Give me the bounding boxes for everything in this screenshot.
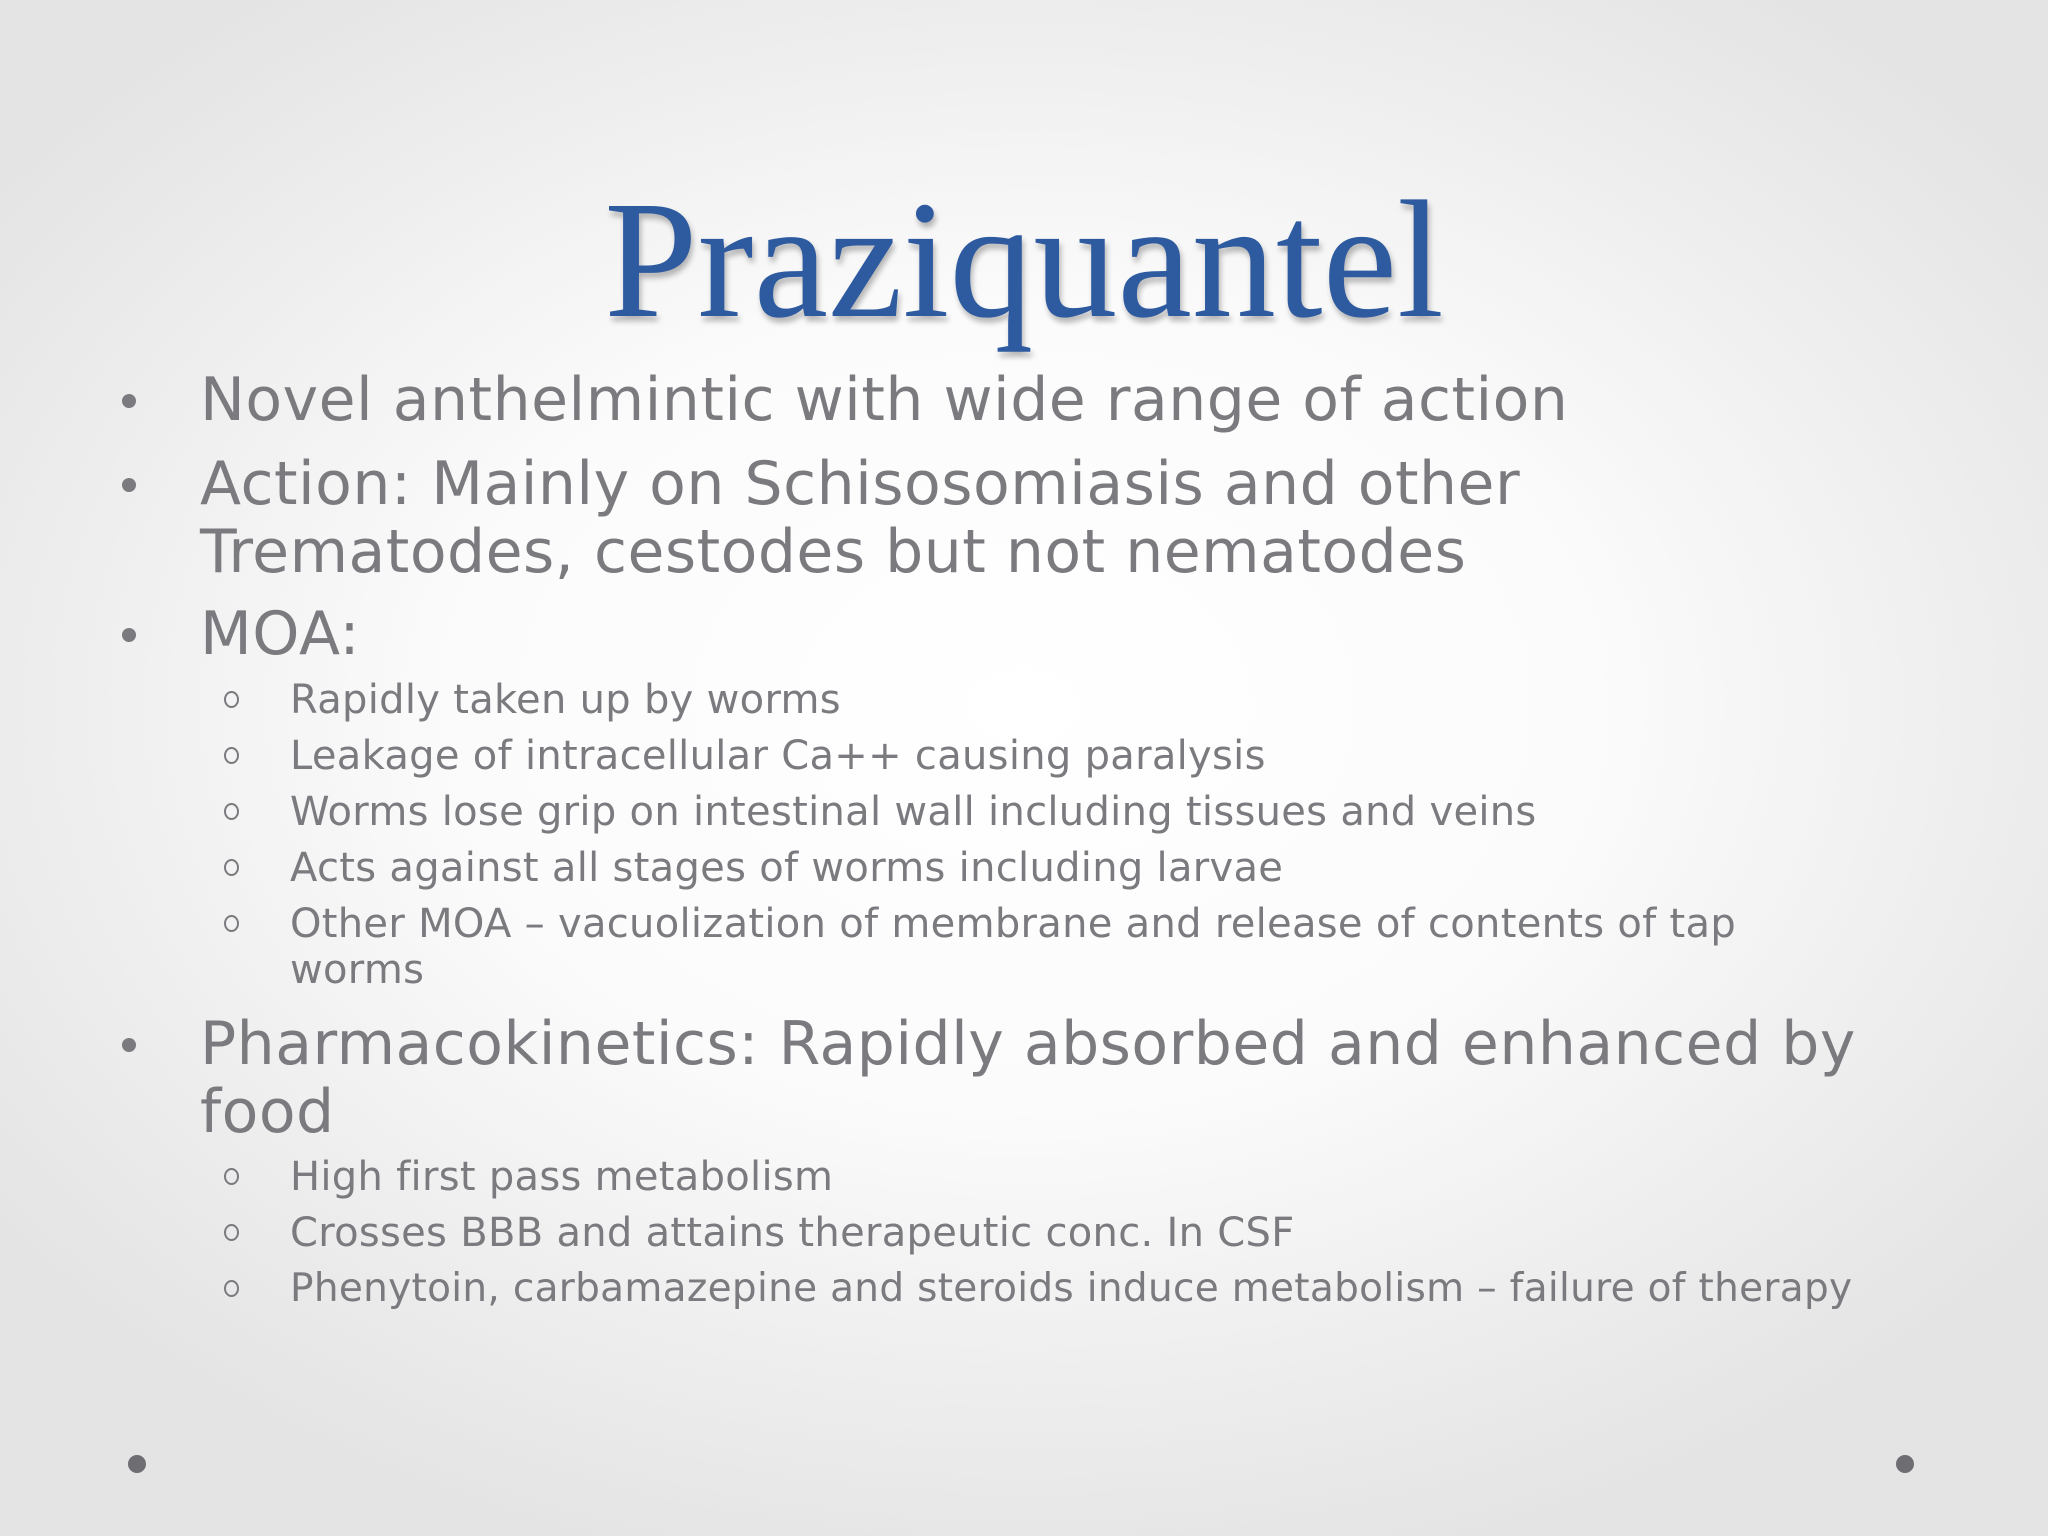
sub-bullet-item bbox=[290, 1266, 2030, 1312]
bullet-dot-icon bbox=[122, 1038, 136, 1052]
sub-bullet-item bbox=[290, 677, 1970, 723]
circle-bullet-icon bbox=[224, 1224, 239, 1241]
sub-bullet-text: Phenytoin, carbamazepine and steroids induce metabolism – failure of therapy bbox=[290, 1266, 1853, 1311]
sub-bullet-item bbox=[290, 845, 1970, 891]
sub-bullet-item bbox=[290, 733, 1970, 779]
bullet-dot-icon bbox=[122, 628, 136, 642]
bullet-text: Pharmacokinetics: Rapidly absorbed and enhanced by food bbox=[200, 1009, 1856, 1147]
circle-bullet-icon bbox=[224, 915, 239, 932]
bullet-item bbox=[200, 450, 1600, 586]
corner-dot-icon bbox=[128, 1455, 146, 1473]
circle-bullet-icon bbox=[224, 747, 239, 764]
slide-title: Praziquantel bbox=[604, 167, 1444, 353]
sub-bullet-text: High first pass metabolism bbox=[290, 1154, 834, 1200]
bullet-text: MOA: bbox=[200, 599, 361, 669]
sub-bullet-item bbox=[290, 901, 1810, 993]
sub-bullet-text: Rapidly taken up by worms bbox=[290, 677, 841, 723]
sub-bullet-text: Crosses BBB and attains therapeutic conc. In CSF bbox=[290, 1210, 1295, 1256]
bullet-dot-icon bbox=[122, 394, 136, 408]
circle-bullet-icon bbox=[224, 691, 239, 708]
sub-bullet-item bbox=[290, 1210, 1970, 1256]
bullet-text: Action: Mainly on Schisosomiasis and other Trematodes, cestodes but not nematodes bbox=[200, 449, 1521, 587]
circle-bullet-icon bbox=[224, 1168, 239, 1185]
sub-bullet-text: Other MOA – vacuolization of membrane and release of contents of tap worms bbox=[290, 901, 1737, 993]
bullet-item bbox=[200, 600, 1960, 668]
sub-bullet-text: Leakage of intracellular Ca++ causing paralysis bbox=[290, 733, 1266, 779]
bullet-item bbox=[200, 366, 1960, 434]
bullet-dot-icon bbox=[122, 478, 136, 492]
circle-bullet-icon bbox=[224, 803, 239, 820]
sub-bullet-text: Worms lose grip on intestinal wall including tissues and veins bbox=[290, 789, 1537, 835]
sub-bullet-item bbox=[290, 1154, 1970, 1200]
circle-bullet-icon bbox=[224, 1280, 239, 1297]
bullet-text: Novel anthelmintic with wide range of action bbox=[200, 365, 1569, 435]
circle-bullet-icon bbox=[224, 859, 239, 876]
sub-bullet-text: Acts against all stages of worms including larvae bbox=[290, 845, 1284, 891]
sub-bullet-item bbox=[290, 789, 1970, 835]
bullet-item bbox=[200, 1010, 1920, 1146]
corner-dot-icon bbox=[1896, 1455, 1914, 1473]
